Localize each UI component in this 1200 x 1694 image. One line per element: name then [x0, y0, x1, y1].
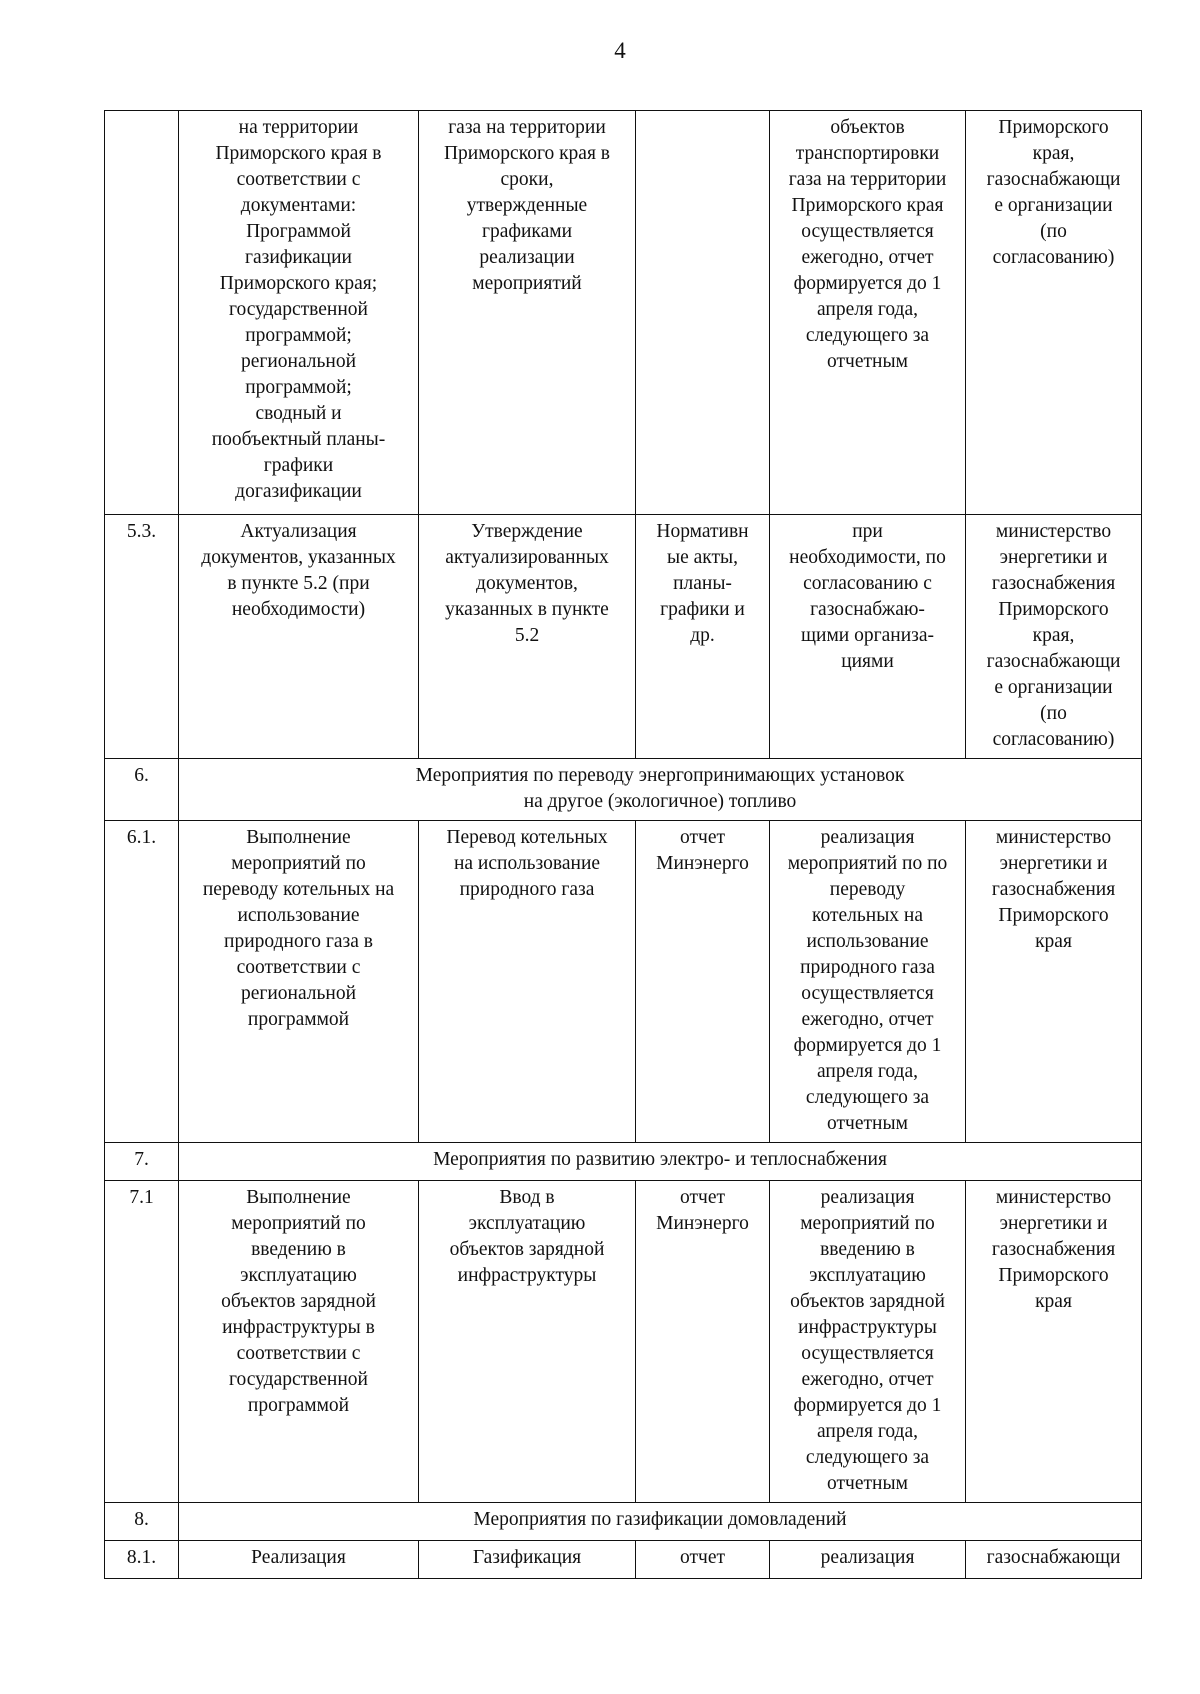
term-cell: объектов транспортировки газа на территории Приморского края осуществляется ежегодно, отчет формируется до 1 апреля года, следующего за отчетным [770, 111, 966, 515]
table-row [105, 111, 1142, 515]
measures-table [104, 110, 1142, 1579]
term-cell: при необходимости, по согласованию с газоснабжаю- щими организа- циями [770, 515, 966, 759]
row-number: 7.1 [105, 1181, 179, 1503]
row-number: 7. [105, 1143, 179, 1181]
section-row [105, 1503, 1142, 1541]
row-number [105, 111, 179, 515]
result-cell: Ввод в эксплуатацию объектов зарядной инфраструктуры [419, 1181, 636, 1503]
table-row [105, 1541, 1142, 1579]
row-number: 5.3. [105, 515, 179, 759]
result-cell: Утверждение актуализированных документов, указанных в пункте 5.2 [419, 515, 636, 759]
row-number: 6.1. [105, 821, 179, 1143]
section-title: Мероприятия по переводу энергопринимающих установок на другое (экологичное) топливо [179, 759, 1142, 821]
term-cell: реализация [770, 1541, 966, 1579]
responsible-cell: министерство энергетики и газоснабжения Приморского края, газоснабжающи е организации (по согласованию) [966, 515, 1142, 759]
result-cell: Газификация [419, 1541, 636, 1579]
result-cell: Перевод котельных на использование природного газа [419, 821, 636, 1143]
section-row [105, 759, 1142, 821]
document-cell: отчет Минэнерго [636, 821, 770, 1143]
measure-cell: Выполнение мероприятий по введению в эксплуатацию объектов зарядной инфраструктуры в соответствии с государственной программой [179, 1181, 419, 1503]
row-number: 6. [105, 759, 179, 821]
document-cell: Нормативн ые акты, планы- графики и др. [636, 515, 770, 759]
measure-cell: Реализация [179, 1541, 419, 1579]
section-title: Мероприятия по развитию электро- и теплоснабжения [179, 1143, 1142, 1181]
responsible-cell: газоснабжающи [966, 1541, 1142, 1579]
table-row [105, 515, 1142, 759]
result-cell: газа на территории Приморского края в сроки, утвержденные графиками реализации мероприятий [419, 111, 636, 515]
document-cell: отчет Минэнерго [636, 1181, 770, 1503]
document-cell: отчет [636, 1541, 770, 1579]
measure-cell: Выполнение мероприятий по переводу котельных на использование природного газа в соответствии с региональной программой [179, 821, 419, 1143]
term-cell: реализация мероприятий по по переводу котельных на использование природного газа осуществляется ежегодно, отчет формируется до 1 апреля года, следующего за отчетным [770, 821, 966, 1143]
document-cell [636, 111, 770, 515]
measure-cell: Актуализация документов, указанных в пункте 5.2 (при необходимости) [179, 515, 419, 759]
row-number: 8. [105, 1503, 179, 1541]
table-row [105, 821, 1142, 1143]
term-cell: реализация мероприятий по введению в эксплуатацию объектов зарядной инфраструктуры осуществляется ежегодно, отчет формируется до 1 апреля года, следующего за отчетным [770, 1181, 966, 1503]
measure-cell: на территории Приморского края в соответствии с документами: Программой газификации Приморского края; государственной программой; региональной программой; сводный и пообъектный планы- графики догазификации [179, 111, 419, 515]
page-number: 4 [614, 38, 626, 63]
section-title: Мероприятия по газификации домовладений [179, 1503, 1142, 1541]
row-number: 8.1. [105, 1541, 179, 1579]
responsible-cell: министерство энергетики и газоснабжения Приморского края [966, 1181, 1142, 1503]
responsible-cell: министерство энергетики и газоснабжения Приморского края [966, 821, 1142, 1143]
section-row [105, 1143, 1142, 1181]
responsible-cell: Приморского края, газоснабжающи е организации (по согласованию) [966, 111, 1142, 515]
measures-table-body [105, 111, 1142, 1579]
table-row [105, 1181, 1142, 1503]
